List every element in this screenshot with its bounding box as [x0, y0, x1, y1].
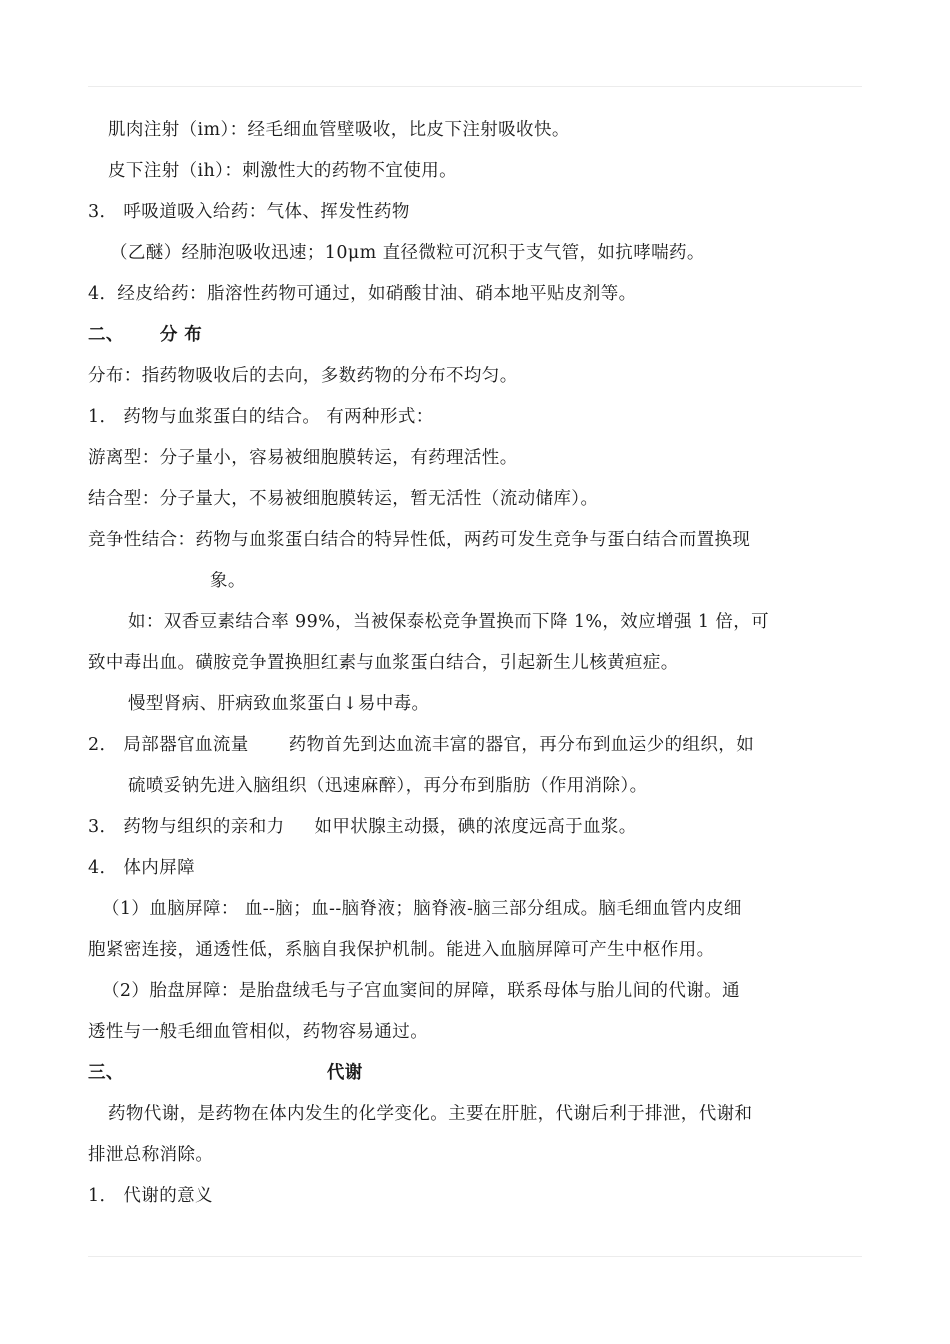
list-item: 4．经皮给药：脂溶性药物可通过，如硝酸甘油、硝本地平贴皮剂等。 [88, 284, 637, 304]
paragraph: 皮下注射（ih）：刺激性大的药物不宜使用。 [108, 161, 458, 181]
paragraph: 致中毒出血。磺胺竞争置换胆红素与血浆蛋白结合，引起新生儿核黄疸症。 [88, 653, 679, 673]
section-title: 分 布 [159, 325, 203, 345]
paragraph: 慢型肾病、肝病致血浆蛋白↓易中毒。 [128, 694, 430, 714]
section-heading-metabolism [88, 1053, 363, 1094]
paragraph: （1）血脑屏障： 血--脑；血--脑脊液；脑脊液-脑三部分组成。脑毛细血管内皮细 [102, 899, 742, 919]
paragraph: （乙醚）经肺泡吸收迅速；10μm 直径微粒可沉积于支气管，如抗哮喘药。 [110, 243, 705, 263]
paragraph: 结合型：分子量大，不易被细胞膜转运，暂无活性（流动储库）。 [88, 489, 599, 509]
section-number: 二、 [88, 325, 124, 345]
section-heading-distribution [88, 315, 202, 356]
paragraph: 胞紧密连接，通透性低，系脑自我保护机制。能进入血脑屏障可产生中枢作用。 [88, 940, 715, 960]
footer-rule [88, 1256, 862, 1257]
list-item-label: 2． 局部器官血流量 [88, 735, 249, 755]
paragraph: 游离型：分子量小，容易被细胞膜转运，有药理活性。 [88, 448, 518, 468]
paragraph: 硫喷妥钠先进入脑组织（迅速麻醉），再分布到脂肪（作用消除）。 [128, 776, 648, 796]
section-title: 代谢 [326, 1063, 363, 1083]
paragraph: 药物代谢，是药物在体内发生的化学变化。主要在肝脏，代谢后利于排泄，代谢和 [108, 1104, 753, 1124]
list-item: 4． 体内屏障 [88, 858, 195, 878]
paragraph: 肌肉注射（im）：经毛细血管壁吸收，比皮下注射吸收快。 [108, 120, 570, 140]
list-item: 1． 代谢的意义 [88, 1186, 213, 1206]
paragraph: 排泄总称消除。 [88, 1145, 214, 1165]
list-item [88, 807, 637, 848]
list-item: 3． 呼吸道吸入给药：气体、挥发性药物 [88, 202, 410, 222]
list-item [88, 725, 754, 766]
header-rule [88, 86, 862, 87]
paragraph: 竞争性结合：药物与血浆蛋白结合的特异性低，两药可发生竞争与蛋白结合而置换现 [88, 530, 751, 550]
list-item-text: 药物首先到达血流丰富的器官，再分布到血运少的组织，如 [288, 735, 755, 755]
list-item-label: 3． 药物与组织的亲和力 [88, 817, 285, 837]
paragraph: 分布：指药物吸收后的去向，多数药物的分布不均匀。 [88, 366, 518, 386]
paragraph: 如：双香豆素结合率 99%，当被保泰松竞争置换而下降 1%，效应增强 1 倍，可 [128, 612, 770, 632]
paragraph: 透性与一般毛细血管相似，药物容易通过。 [88, 1022, 429, 1042]
section-number: 三、 [88, 1063, 124, 1083]
paragraph: （2）胎盘屏障：是胎盘绒毛与子宫血窦间的屏障，联系母体与胎儿间的代谢。通 [102, 981, 741, 1001]
list-item-text: 如甲状腺主动摄，碘的浓度远高于血浆。 [314, 817, 637, 837]
list-item: 1． 药物与血浆蛋白的结合。 有两种形式： [88, 407, 434, 427]
paragraph: 象。 [210, 571, 246, 591]
